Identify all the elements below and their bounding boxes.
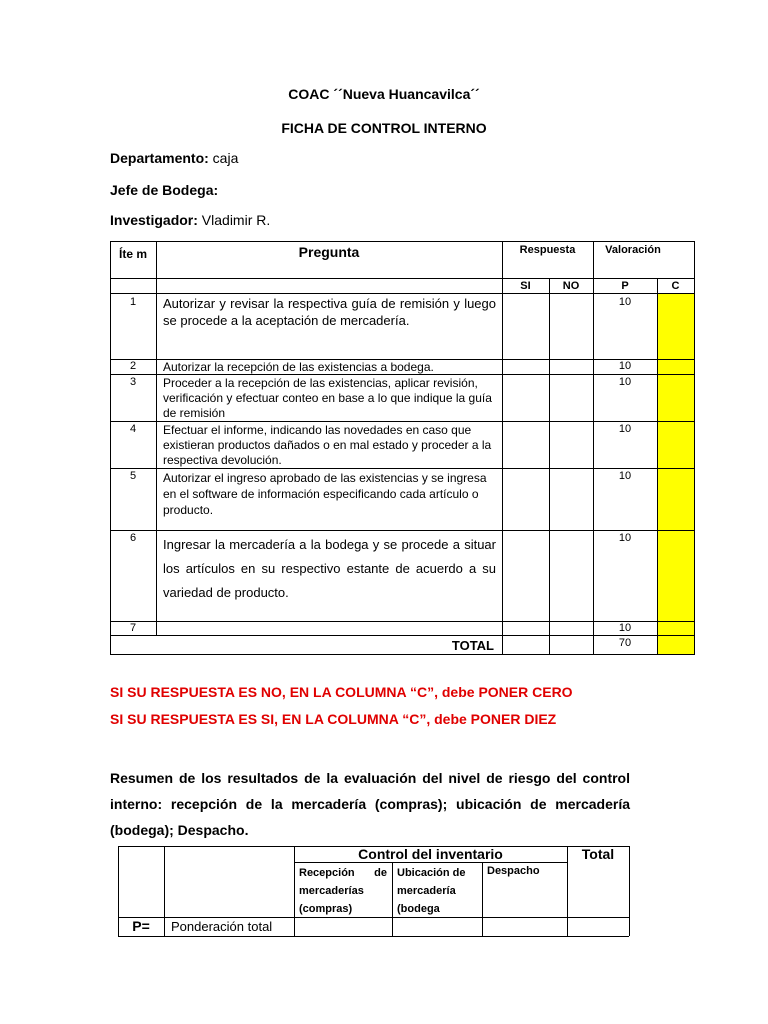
- total-header: Total: [581, 846, 615, 862]
- row-4-number: 4: [129, 423, 137, 435]
- header-item: Íte m: [118, 247, 147, 261]
- row-p-label: P=: [132, 918, 150, 934]
- row-6-p: 10: [618, 532, 632, 544]
- row-3-number: 3: [129, 376, 137, 388]
- total-p: 70: [618, 637, 632, 649]
- row-4-p: 10: [618, 423, 632, 435]
- row-ponderacion: Ponderación total: [171, 919, 273, 934]
- investigador-value: Vladimir R.: [197, 212, 271, 228]
- row-1-p: 10: [618, 296, 632, 308]
- row-2-question: Autorizar la recepción de las existencias a bodega.: [163, 360, 434, 374]
- note-no: SI SU RESPUESTA ES NO, EN LA COLUMNA “C”, debe PONER CERO: [110, 684, 573, 700]
- row-2-number: 2: [129, 360, 137, 372]
- departamento-label: Departamento:: [110, 150, 209, 166]
- jefe-label: Jefe de Bodega:: [110, 182, 219, 198]
- col-ubicacion-line2: mercadería: [397, 885, 456, 897]
- row-2-p: 10: [618, 360, 632, 372]
- note-si: SI SU RESPUESTA ES SI, EN LA COLUMNA “C”, debe PONER DIEZ: [110, 711, 557, 727]
- header-valoracion: Valoración: [605, 244, 661, 256]
- row-3-p: 10: [618, 376, 632, 388]
- summary-line-2: interno: recepción de la mercadería (compras); ubicación de mercadería: [110, 796, 630, 812]
- header-pregunta: Pregunta: [298, 244, 360, 260]
- c-column-highlight: [657, 294, 694, 654]
- summary-line-1: Resumen de los resultados de la evaluación del nivel de riesgo del control: [110, 770, 630, 786]
- control-inventario-header: Control del inventario: [358, 846, 503, 862]
- form-title: FICHA DE CONTROL INTERNO: [281, 120, 487, 136]
- investigador-line: [110, 212, 270, 228]
- departamento-value: caja: [208, 150, 239, 166]
- row-3-question: Proceder a la recepción de las existencias, aplicar revisión, verificación y efectuar conteo en base a lo que indique la guía de remisión: [163, 376, 492, 420]
- col-recepcion-line1: Recepción de: [299, 867, 387, 879]
- summary-line-3: (bodega); Despacho.: [110, 822, 249, 838]
- row-6-question: Ingresar la mercadería a la bodega y se procede a situar los artículos en su respectivo estante de acuerdo a su variedad de producto.: [163, 537, 496, 600]
- row-4-question: Efectuar el informe, indicando las novedades en caso que existieran productos dañados o en mal estado y proceder a la respectiva devolución.: [163, 423, 492, 467]
- org-title: COAC ´´Nueva Huancavilca´´: [288, 86, 480, 102]
- row-6-number: 6: [129, 532, 137, 544]
- header-no: NO: [562, 280, 580, 292]
- row-5-question: Autorizar el ingreso aprobado de las existencias y se ingresa en el software de información especificando cada artículo o producto.: [163, 471, 487, 517]
- departamento-line: [110, 150, 238, 166]
- col-ubicacion-line3: (bodega: [397, 903, 440, 915]
- col-recepcion-line3: (compras): [299, 903, 353, 915]
- col-ubicacion-line1: Ubicación de: [397, 867, 466, 879]
- col-despacho: Despacho: [487, 865, 540, 877]
- header-c: C: [671, 280, 680, 292]
- header-respuesta: Respuesta: [519, 244, 576, 256]
- row-5-p: 10: [618, 470, 632, 482]
- row-7-number: 7: [129, 622, 137, 634]
- row-5-number: 5: [129, 470, 137, 482]
- header-p: P: [621, 280, 629, 292]
- header-si: SI: [520, 280, 531, 292]
- row-1-question: Autorizar y revisar la respectiva guía de remisión y luego se procede a la aceptación de mercadería.: [163, 296, 496, 328]
- investigador-label: Investigador:: [110, 212, 198, 228]
- row-1-number: 1: [129, 296, 137, 308]
- total-label: TOTAL: [451, 638, 494, 653]
- col-recepcion-line2: mercaderías: [299, 885, 364, 897]
- row-7-p: 10: [618, 622, 632, 634]
